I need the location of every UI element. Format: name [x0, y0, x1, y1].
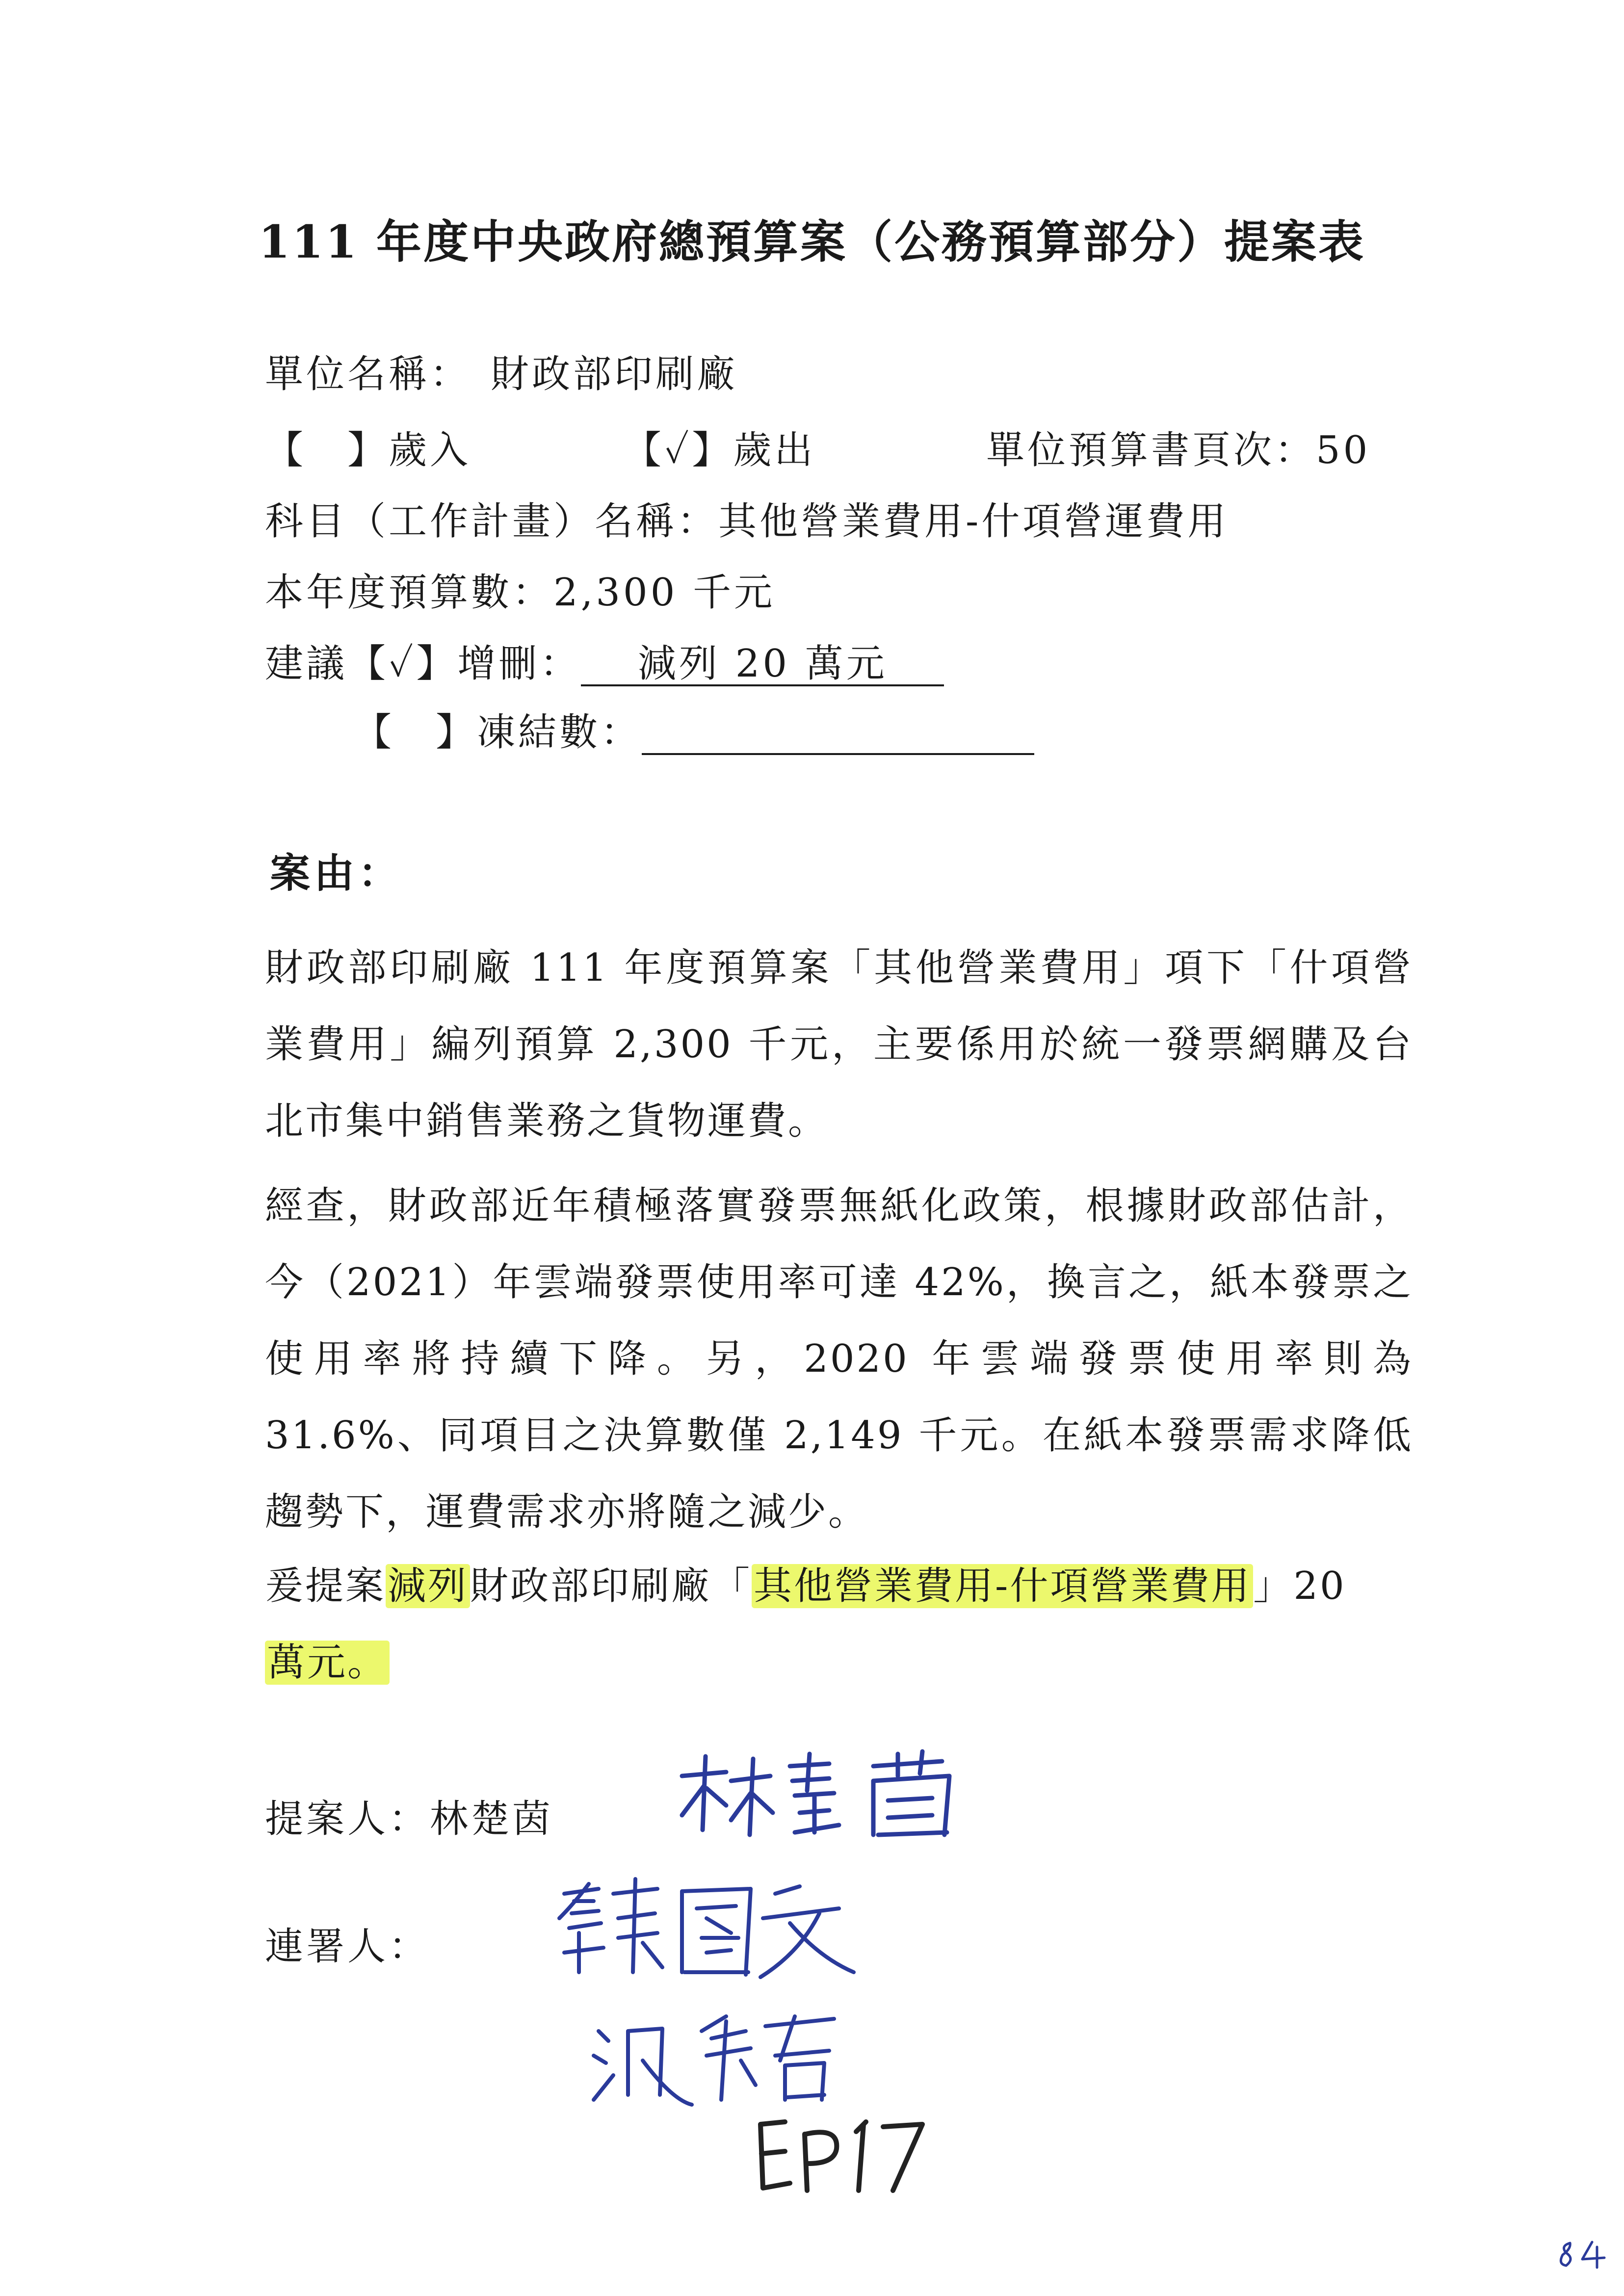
cosigner-signature-2 — [579, 2002, 854, 2119]
reason-paragraph-1: 財政部印刷廠 111 年度預算案「其他營業費用」項下「什項營業費用」編列預算 2,300 千元，主要係用於統一發票網購及台北市集中銷售業務之貨物運費。 — [265, 946, 1413, 1143]
category-row — [265, 419, 471, 474]
unit-row — [265, 343, 738, 398]
page-ref-label: 單位預算書頁次： — [986, 428, 1316, 472]
page-number — [1555, 2237, 1609, 2271]
reason-heading: 案由： — [270, 850, 403, 897]
freeze-value-blank — [642, 713, 1034, 755]
income-checkbox: 【 】 — [265, 428, 389, 472]
page-ref-value: 50 — [1316, 428, 1371, 472]
suggestion-label: 建議 — [265, 642, 348, 686]
suggestion-value: 減列 20 萬元 — [581, 644, 944, 686]
suggestion-checkbox: 【✓】 — [347, 642, 458, 686]
reason-paragraph-2: 經查，財政部近年積極落實發票無紙化政策，根據財政部估計，今（2021）年雲端發票使用率可達 42%，換言之，紙本發票之使用率將持續下降。另，2020 年雲端發票使用率則為 31.6%、同項目之決算數僅 2,149 千元。在紙本發票需求降低趨勢下，運費需求亦將隨之減少。 — [265, 1184, 1413, 1534]
freeze-checkbox: 【 】 — [353, 710, 477, 755]
expense-checkbox: 【✓】 — [623, 428, 733, 472]
proposer-name: 林楚茵 — [430, 1797, 554, 1841]
para3-text-a: 爰提案 — [265, 1564, 386, 1608]
subject-row — [265, 491, 1229, 546]
budget-label: 本年度預算數： — [265, 571, 554, 615]
proposer-label: 提案人： — [265, 1797, 430, 1841]
suggestion-row — [265, 633, 944, 688]
subject-label: 科目（工作計畫）名稱： — [265, 499, 719, 544]
expense-group — [623, 419, 815, 474]
highlight-item: 其他營業費用-什項營業費用 — [752, 1564, 1253, 1608]
cosigner-label: 連署人： — [265, 1925, 430, 1969]
income-label: 歲入 — [389, 428, 471, 472]
freeze-row — [353, 702, 1034, 757]
budget-row — [265, 562, 775, 617]
proposer-signature — [667, 1747, 971, 1845]
unit-value: 財政部印刷廠 — [491, 352, 738, 396]
para3-text-e: 」20 — [1253, 1564, 1346, 1608]
freeze-label: 凍結數： — [477, 710, 642, 755]
unit-label: 單位名稱： — [265, 352, 471, 396]
expense-label: 歲出 — [733, 428, 816, 472]
proposer-row — [265, 1788, 553, 1843]
page-title: 111 年度中央政府總預算案（公務預算部分）提案表 — [258, 215, 1366, 268]
suggestion-type: 增刪： — [457, 642, 581, 686]
highlight-reduce: 減列 — [386, 1564, 470, 1608]
reason-paragraph-3 — [265, 1548, 1413, 1701]
highlight-amount: 萬元。 — [265, 1641, 390, 1685]
page-ref-group — [986, 419, 1370, 474]
handwritten-note — [751, 2105, 937, 2198]
budget-value: 2,300 千元 — [553, 571, 776, 615]
para3-text-c: 財政部印刷廠「 — [470, 1564, 752, 1608]
cosigner-signature-1 — [545, 1874, 868, 1987]
subject-value: 其他營業費用-什項營運費用 — [718, 499, 1229, 544]
